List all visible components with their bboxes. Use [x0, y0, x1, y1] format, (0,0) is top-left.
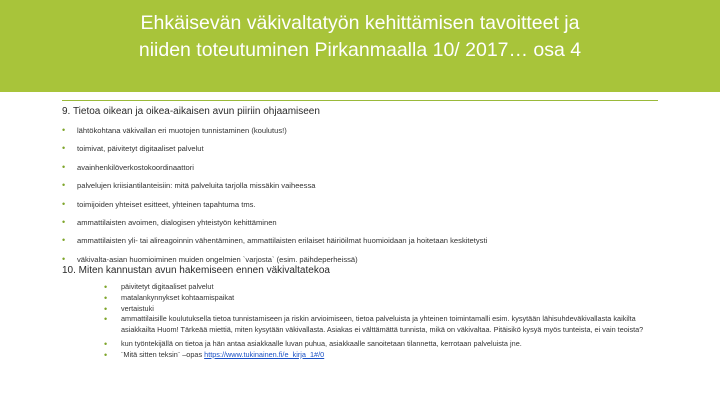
bullet-icon: • — [104, 303, 108, 314]
bullet-icon: • — [104, 282, 108, 292]
bullet-icon: • — [104, 314, 108, 325]
list-item: • matalankynnykset kohtaamispaikat — [104, 292, 235, 303]
title-line-2: niiden toteutuminen Pirkanmaalla 10/ 2017… osa 4 — [138, 39, 582, 61]
list-item: • vertaistuki — [104, 303, 154, 314]
list-item: • ammattilaisten avoimen, dialogisen yhteistyön kehittäminen — [62, 216, 277, 227]
bullet-icon: • — [62, 216, 66, 227]
guide-link[interactable]: https://www.tukinainen.fi/e_kirja_1#/0 — [204, 349, 325, 359]
section-9-list — [62, 126, 682, 273]
bullet-icon: • — [62, 143, 66, 154]
list-item: • päivitetyt digitaaliset palvelut — [104, 282, 214, 292]
bullet-icon: • — [104, 349, 108, 360]
section-10-heading: 10. Miten kannustan avun hakemiseen ennen väkivaltatekoa — [62, 265, 330, 276]
title-line-1: Ehkäisevän väkivaltatyön kehittämisen tavoitteet ja — [140, 12, 580, 34]
list-item: • toimijoiden yhteiset esitteet, yhteinen tapahtuma tms. — [62, 198, 256, 209]
list-item: • väkivalta-asian huomioiminen muiden ongelmien `varjosta` (esim. päihdeperheissä) — [62, 253, 358, 264]
list-item: • avainhenkilöverkostokoordinaattori — [62, 161, 194, 172]
bullet-icon: • — [62, 161, 66, 172]
list-item: • kun työntekijällä on tietoa ja hän antaa asiakkaalle luvan puhua, asiakkaalle sanoitetaan tilannetta, kerrotaan palveluista jne. — [104, 338, 522, 349]
bullet-icon: • — [62, 180, 66, 191]
page-title — [10, 10, 710, 64]
list-item: • ammattilaisten yli- tai alireagoinnin vähentäminen, ammattilaisten erilaiset häiriöilmat huomioidaan ja hoitetaan keskitetysti — [62, 235, 488, 246]
bullet-icon: • — [62, 253, 66, 264]
list-item: • ammattilaisille koulutuksella tietoa tunnistamiseen ja riskin arvioimiseen, tietoa palveluista ja yhteinen toimintamalli esim. kysytään lähisuhdeväkivallasta kaikilta asiakkailta Huom! Tärkeää miettiä, miten kysytään väkivallasta. Asiakas ei välttämättä tunnista, mikä on väkivaltaa. Pitäisikö kysyä myös tunteista, ei vain teoista? — [104, 314, 644, 334]
title-banner — [0, 0, 720, 92]
divider — [62, 100, 658, 101]
bullet-icon: • — [62, 198, 66, 209]
bullet-icon: • — [104, 338, 108, 349]
section-10-list — [104, 282, 664, 360]
list-item: • palvelujen kriisiantilanteisiin: mitä palveluita tarjolla missäkin vaiheessa — [62, 180, 316, 191]
section-9-heading: 9. Tietoa oikean ja oikea-aikaisen avun piiriin ohjaamiseen — [62, 106, 320, 117]
bullet-icon: • — [104, 292, 108, 303]
list-item: • ¨Mitä sitten teksin¨ –opas https://www.tukinainen.fi/e_kirja_1#/0 — [104, 349, 325, 360]
list-item: • lähtökohtana väkivallan eri muotojen tunnistaminen (koulutus!) — [62, 125, 287, 135]
list-item: • toimivat, päivitetyt digitaaliset palvelut — [62, 143, 204, 154]
bullet-icon: • — [62, 235, 66, 246]
bullet-icon: • — [62, 125, 66, 135]
